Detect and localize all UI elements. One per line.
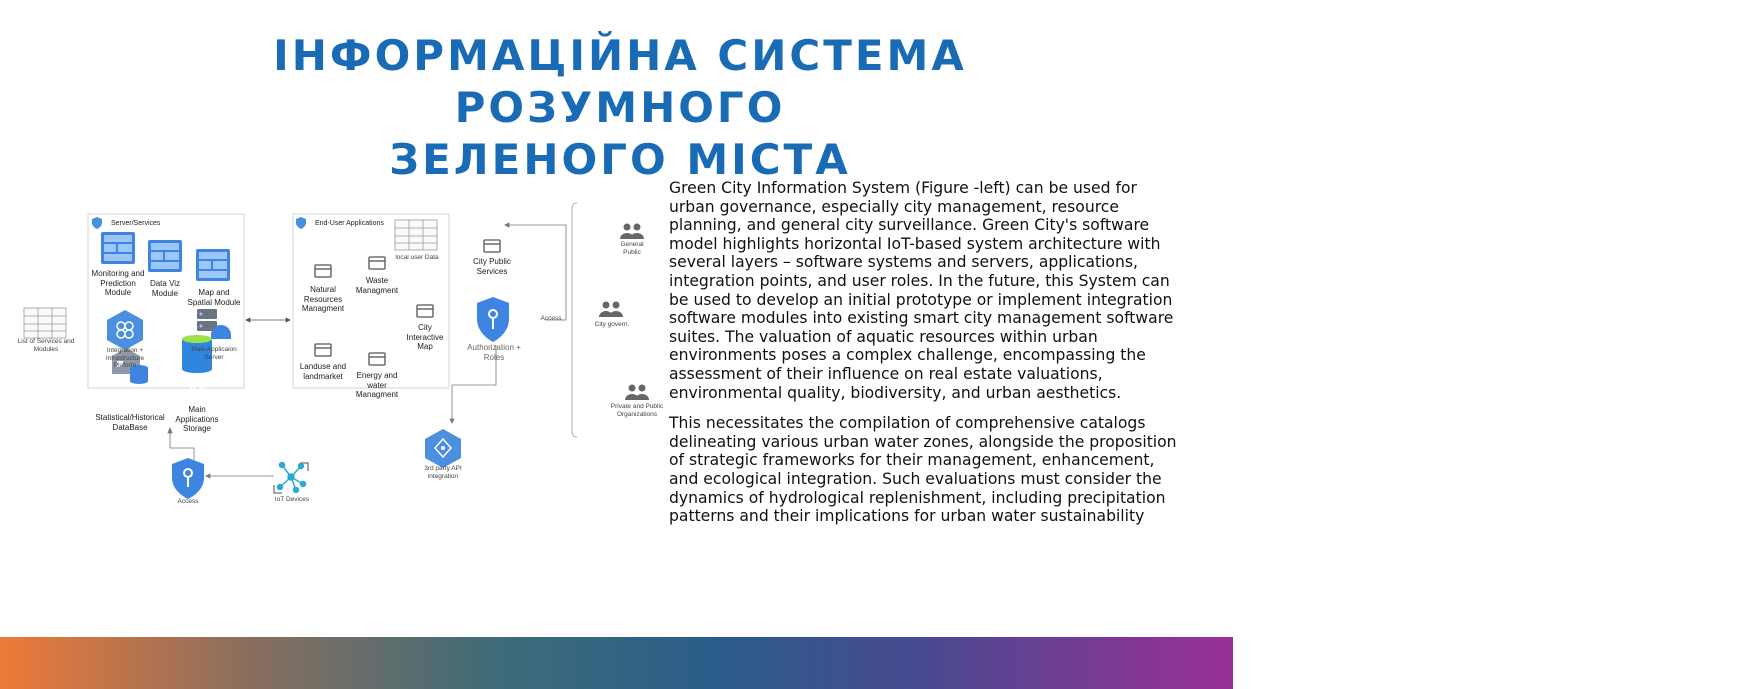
users-icon [599,302,623,318]
main-app-server-label: Main Applicaion Server [191,346,237,361]
end-user-apps-header: End-User Applications [315,220,384,227]
users-icon [625,385,649,401]
paragraph-1: Green City Information System (Figure -left) can be used for urban governance, especially city management, resource planning, and general city surveillance. Green City's software model highlights horizontal IoT-based system architecture with several layers – software systems and servers, applications, integration points, and user roles. In the future, this System can be used to develop an initial prototype or implement integration software modules into existing smart city management software suites. The valuation of aquatic resources within urban environments poses a complex challenge, encompassing the assessment of their influence on real estate valuations, environmental quality, biodiversity, and urban aesthetics. [669,179,1174,402]
paragraph-2: This necessitates the compilation of comprehensive catalogs delineating various urban water zones, alongside the proposition of strategic frameworks for their management, enhancement, and ecological integration. Such evaluations must consider the dynamics of hydrological replenishment, including precipitation patterns and their implications for urban water sustainability [669,414,1177,526]
city-map-label: City Interactive Map [406,323,444,351]
local-user-data-label: local user Data [395,254,439,261]
table-icon [24,308,66,338]
auth-roles-label: Authorization + Roles [467,343,521,362]
city-public-services-label: City Public Services [473,257,511,276]
key-shield-icon [477,297,509,342]
iot-network-icon [274,463,308,494]
title-line-1: ІНФОРМАЦІЙНА СИСТЕМА РОЗУМНОГО [273,31,967,132]
list-services-label: List of Services and Modules [17,338,75,353]
dashboard-icon [148,240,182,272]
access-right-label: Access [540,315,562,322]
api-hexagon-icon [425,429,461,468]
title-line-2: ЗЕЛЕНОГО МІСТА [389,135,851,184]
map-spatial-module-label: Map and Spatial Module [187,288,241,307]
natural-resources-label: Natural Resources Managment [301,285,345,313]
dashboard-icon [101,232,135,264]
body-text [669,179,1179,538]
users-icon [620,224,644,240]
stat-db-label: Statistical/Historical DataBase [95,413,165,432]
key-shield-icon [172,458,204,499]
sql-label: SQL [183,379,211,394]
waste-management-label: Waste Managment [355,276,399,295]
monitoring-module-label: Monitoring and Prediction Module [91,269,145,297]
general-public-label: General Public [620,241,644,256]
table-icon [395,220,437,250]
integration-platform-label: Integration + Infrastructure Plaform [105,347,145,369]
server-services-header: Server/Services [111,220,161,227]
dataviz-module-label: Data Viz Module [149,279,181,298]
main-storage-label: Main Applications Storage [175,405,219,433]
access-bottom-label: Access [177,498,199,505]
city-govern-label: City govern. [594,321,630,328]
gradient-footer-bar [0,637,1233,689]
private-public-orgs-label: Private and Public Organizations [610,403,664,418]
roles-bracket [572,203,577,437]
dashboard-icon [196,249,230,281]
architecture-diagram [0,175,670,515]
connector-arrow [246,318,290,322]
iot-devices-label: IoT Devices [274,496,310,503]
page-title [100,30,1140,186]
api-integration-label: 3rd party API integration [424,465,462,480]
energy-water-label: Energy and water Managment [355,371,399,399]
landuse-label: Landuse and landmarket [299,362,347,381]
